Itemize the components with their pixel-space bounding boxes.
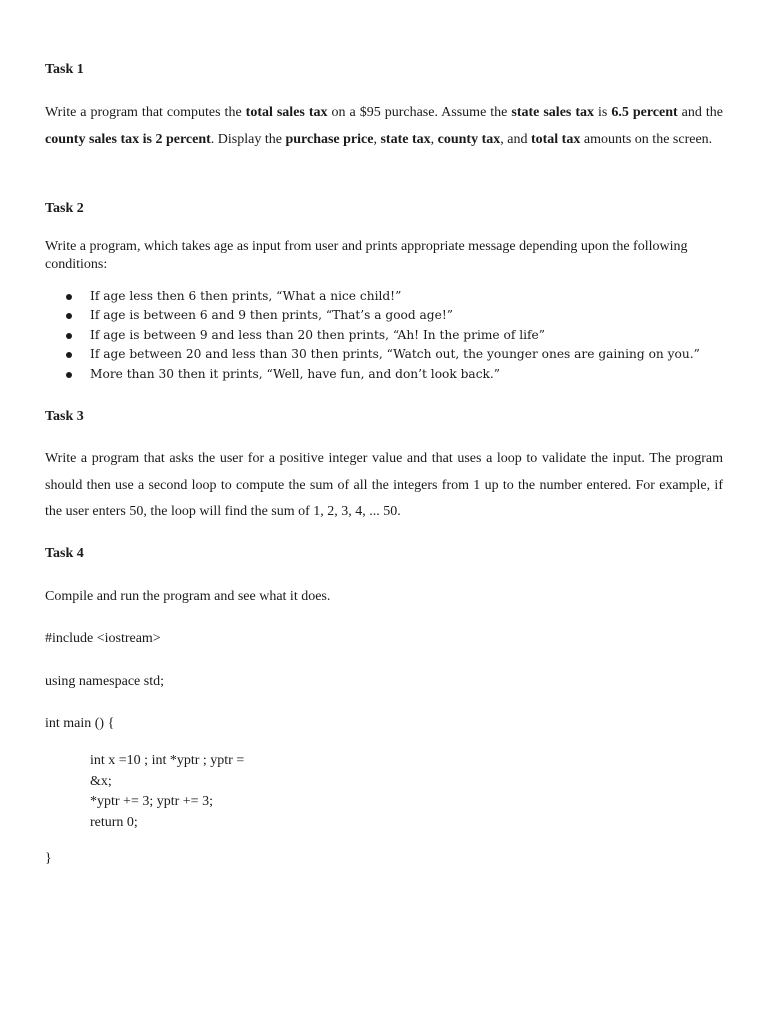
code-include-line: #include <iostream> [45, 631, 161, 646]
list-item [45, 326, 725, 345]
task1-bold-term: county sales tax is 2 percent [45, 131, 211, 147]
task2-heading: Task 2 [45, 201, 84, 216]
task1-text-segment: is [594, 105, 612, 120]
code-body-line: int x =10 ; int *yptr ; yptr = [90, 753, 245, 768]
task1-text-segment: amounts on the screen. [580, 131, 713, 147]
task4-heading: Task 4 [45, 546, 84, 561]
task1-bold-term: state sales tax [511, 105, 595, 120]
task1-text-segment: , [373, 131, 381, 147]
list-item-text: If age less then 6 then prints, “What a nice child!” [90, 289, 402, 303]
list-item-text: If age is between 6 and 9 then prints, “That’s a good age!” [90, 308, 453, 323]
bullet-icon [66, 333, 72, 339]
task1-text-segment: and the [677, 105, 723, 120]
task1-bold-term: state tax [380, 131, 431, 147]
code-body-block [90, 751, 244, 833]
code-body-line: *yptr += 3; yptr += 3; [90, 794, 213, 809]
task1-text-segment: . Display the [210, 131, 286, 147]
task1-text-segment: Write a program that computes the [45, 105, 246, 120]
list-item-text: If age is between 9 and less than 20 then prints, “Ah! In the prime of life” [90, 327, 545, 342]
list-item [45, 345, 725, 364]
task1-text-segment: , and [500, 131, 531, 147]
task3-description: Write a program that asks the user for a positive integer value and that uses a loop to validate the input. The program should then use a second loop to compute the sum of all the integers from 1 up to the number entered. For example, if the user enters 50, the loop will find the sum of 1, 2, 3, 4, ... 50. [45, 451, 723, 519]
bullet-icon [66, 352, 72, 358]
bullet-icon [66, 313, 72, 319]
code-using-line: using namespace std; [45, 674, 164, 689]
bullet-icon [66, 372, 72, 378]
task1-bold-term: county tax [437, 131, 501, 147]
task1-bold-term: total tax [530, 131, 581, 147]
code-main-line: int main () { [45, 716, 115, 731]
task3-heading: Task 3 [45, 409, 84, 424]
bullet-icon [66, 294, 72, 300]
code-body-line: return 0; [90, 814, 138, 830]
task1-bold-term: 6.5 percent [611, 105, 678, 120]
task2-intro: Write a program, which takes age as input from user and prints appropriate message depending upon the following conditions: [45, 239, 688, 272]
code-body-line: &x; [90, 773, 112, 789]
list-item [45, 306, 725, 325]
task1-text-segment: , [430, 131, 438, 147]
list-item [45, 287, 725, 306]
list-item-text: More than 30 then it prints, “Well, have fun, and don’t look back.” [90, 366, 501, 381]
task1-bold-term: purchase price [285, 131, 374, 147]
code-closing-brace: } [45, 851, 52, 866]
task1-description [45, 100, 723, 153]
task1-bold-term: total sales tax [245, 105, 328, 120]
task2-conditions-list [45, 287, 725, 384]
task1-text-segment: on a $95 purchase. Assume the [327, 105, 512, 120]
list-item-text: If age between 20 and less than 30 then prints, “Watch out, the younger ones are gaining on you.” [90, 347, 700, 362]
task4-intro: Compile and run the program and see what it does. [45, 589, 331, 604]
task1-heading: Task 1 [45, 62, 84, 77]
list-item [45, 365, 725, 384]
